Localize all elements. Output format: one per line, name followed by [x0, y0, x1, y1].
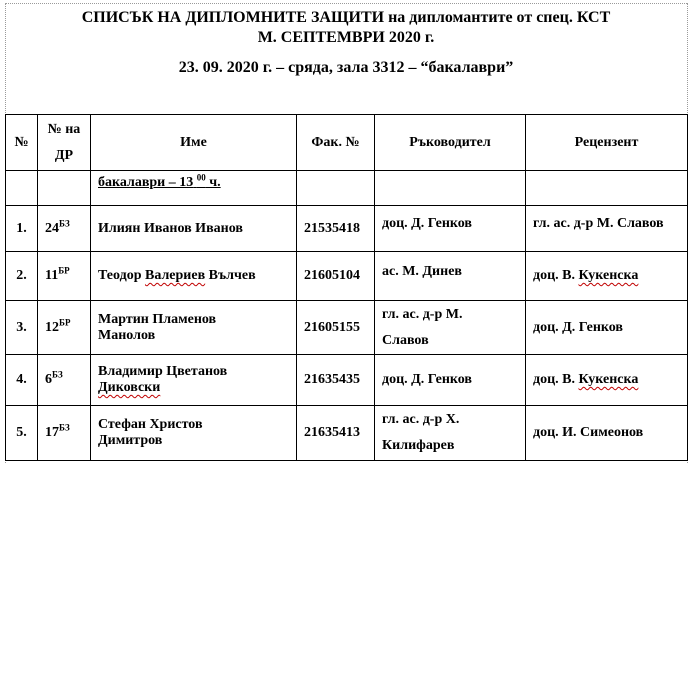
group-time-sup: 00 — [196, 172, 206, 183]
row-name-first: Теодор — [98, 268, 145, 283]
row-reviewer-surname: Кукенска — [578, 372, 639, 387]
group-row — [6, 171, 688, 206]
group-cell-fac — [297, 171, 375, 206]
table-row — [6, 355, 688, 406]
row-reviewer-title: доц. В. — [533, 372, 579, 387]
document-subtitle: 23. 09. 2020 г. – сряда, зала 3312 – “бакалаври” — [178, 59, 514, 76]
row-name-line1: Мартин Пламенов — [98, 311, 217, 327]
row-name — [91, 355, 297, 406]
row-supervisor: ас. М. Динев — [375, 252, 526, 301]
row-reviewer-title: доц. В. — [533, 268, 579, 283]
row-dr-sup: БР — [58, 265, 70, 276]
row-name-line1: Владимир Цветанов — [98, 364, 228, 379]
row-no: 5. — [6, 406, 38, 461]
row-name-line1: Стефан Христов — [98, 417, 203, 432]
col-header-name: Име — [91, 115, 297, 171]
page-frame-top — [5, 3, 687, 4]
row-supervisor: доц. Д. Генков — [375, 206, 526, 252]
col-header-reviewer: Рецензент — [526, 115, 688, 171]
row-supervisor-line2: Славов — [382, 332, 429, 348]
group-cell-reviewer — [526, 171, 688, 206]
row-dr-number: 6 — [45, 372, 52, 387]
col-header-dr-line1: № на — [47, 121, 81, 137]
col-header-dr — [38, 115, 91, 171]
row-fac: 21605155 — [297, 301, 375, 355]
row-name-line2: Манолов — [98, 327, 156, 343]
row-dr — [38, 252, 91, 301]
row-supervisor-line1: гл. ас. д-р Х. — [382, 412, 460, 427]
row-name-middle: Валериев — [144, 268, 206, 283]
title-line-2: М. СЕПТЕМВРИ 2020 г. — [257, 29, 435, 46]
row-dr-sup: БЗ — [59, 422, 70, 433]
col-header-supervisor: Ръководител — [375, 115, 526, 171]
row-dr — [38, 355, 91, 406]
row-supervisor — [375, 301, 526, 355]
title-line-1: СПИСЪК НА ДИПЛОМНИТЕ ЗАЩИТИ на дипломантите от спец. КСТ — [81, 9, 611, 26]
row-name: Илиян Иванов Иванов — [91, 206, 297, 252]
group-label — [98, 172, 221, 190]
row-name — [91, 252, 297, 301]
row-dr-sup: БР — [59, 316, 71, 327]
row-reviewer: доц. Д. Генков — [526, 301, 688, 355]
row-reviewer: гл. ас. д-р М. Славов — [526, 206, 688, 252]
row-name-last: Вълчев — [205, 268, 256, 283]
row-reviewer — [526, 355, 688, 406]
table-row — [6, 252, 688, 301]
group-label-text: бакалаври – 13 — [98, 175, 194, 190]
col-header-fac: Фак. № — [297, 115, 375, 171]
row-name — [91, 301, 297, 355]
row-supervisor — [375, 406, 526, 461]
row-no: 2. — [6, 252, 38, 301]
table-row — [6, 301, 688, 355]
row-fac: 21605104 — [297, 252, 375, 301]
row-fac: 21635435 — [297, 355, 375, 406]
row-dr-number: 11 — [45, 268, 59, 283]
row-name-surname: Диковски — [98, 380, 161, 395]
row-dr-number: 24 — [45, 220, 59, 236]
row-reviewer: доц. И. Симеонов — [526, 406, 688, 461]
table-row — [6, 406, 688, 461]
col-header-dr-line2: ДР — [54, 147, 74, 163]
row-no: 1. — [6, 206, 38, 252]
group-label-suffix: ч. — [205, 175, 221, 190]
row-dr-number: 17 — [45, 425, 59, 440]
row-fac: 21535418 — [297, 206, 375, 252]
row-dr — [38, 301, 91, 355]
table-row — [6, 206, 688, 252]
row-dr — [38, 406, 91, 461]
row-name-line2 — [98, 380, 289, 396]
group-cell-no — [6, 171, 38, 206]
row-fac: 21635413 — [297, 406, 375, 461]
row-supervisor-line2: Килифарев — [382, 438, 455, 453]
row-name-line2: Димитров — [98, 433, 163, 448]
row-dr-sup: БЗ — [52, 369, 63, 380]
row-name — [91, 406, 297, 461]
row-dr-number: 12 — [45, 319, 59, 335]
row-no: 3. — [6, 301, 38, 355]
row-supervisor-line1: гл. ас. д-р М. — [382, 306, 463, 322]
group-cell-supervisor — [375, 171, 526, 206]
col-header-no: № — [6, 115, 38, 171]
group-cell-dr — [38, 171, 91, 206]
row-dr — [38, 206, 91, 252]
row-no: 4. — [6, 355, 38, 406]
table-header-row — [6, 115, 688, 171]
row-supervisor: доц. Д. Генков — [375, 355, 526, 406]
row-reviewer — [526, 252, 688, 301]
defense-schedule-table — [5, 114, 688, 461]
row-dr-sup: БЗ — [59, 217, 70, 228]
document-title — [5, 8, 687, 48]
group-cell-label — [91, 171, 297, 206]
row-reviewer-surname: Кукенска — [578, 268, 639, 283]
